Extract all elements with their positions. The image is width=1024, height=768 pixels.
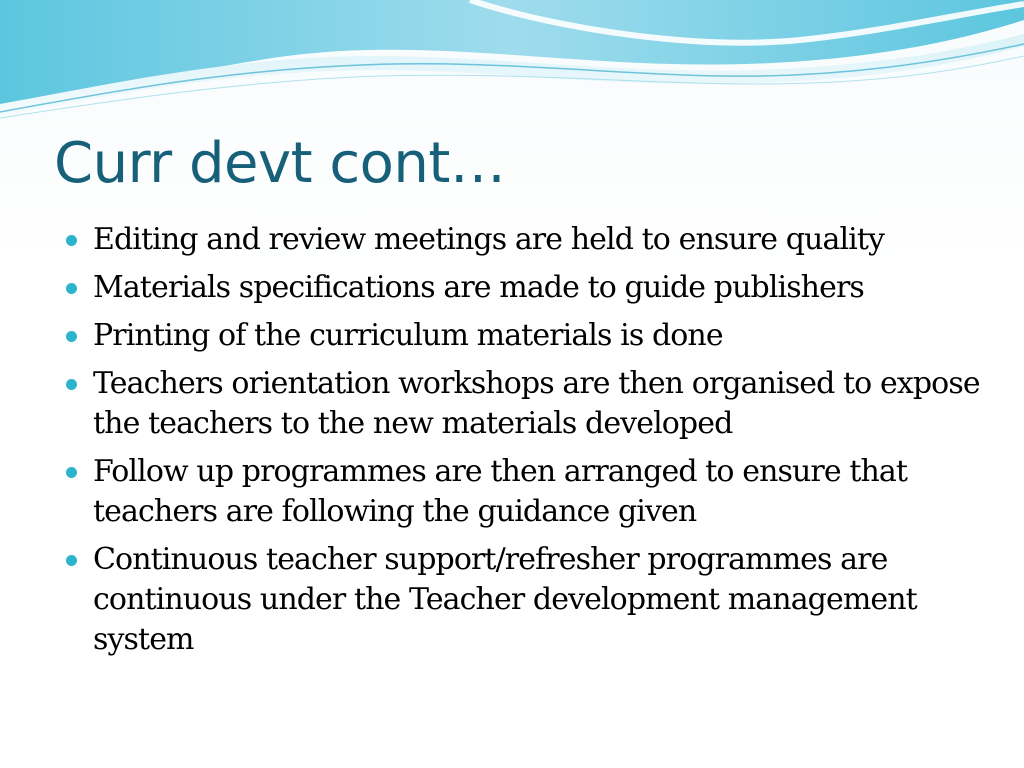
header-wave-decoration (0, 0, 1024, 130)
bullet-text: Follow up programmes are then arranged to ensure that teachers are following the guidance given (93, 454, 908, 529)
bullet-item (62, 316, 982, 356)
bullet-item (62, 220, 982, 260)
bullet-dot-icon (66, 331, 77, 342)
bullet-item (62, 268, 982, 308)
bullet-text: Teachers orientation workshops are then organised to expose the teachers to the new materials developed (93, 366, 980, 441)
bullet-dot-icon (66, 555, 77, 566)
slide-title: Curr devt cont… (54, 131, 506, 196)
bullet-dot-icon (66, 379, 77, 390)
bullet-dot-icon (66, 283, 77, 294)
bullet-text: Printing of the curriculum materials is done (93, 318, 723, 353)
bullet-text: Editing and review meetings are held to ensure quality (93, 222, 885, 257)
bullet-dot-icon (66, 235, 77, 246)
bullet-text: Continuous teacher support/refresher programmes are continuous under the Teacher development management system (93, 542, 917, 657)
bullet-item (62, 540, 982, 660)
bullet-list (62, 220, 982, 668)
bullet-text: Materials specifications are made to guide publishers (93, 270, 864, 305)
bullet-item (62, 452, 982, 532)
bullet-item (62, 364, 982, 444)
bullet-dot-icon (66, 467, 77, 478)
